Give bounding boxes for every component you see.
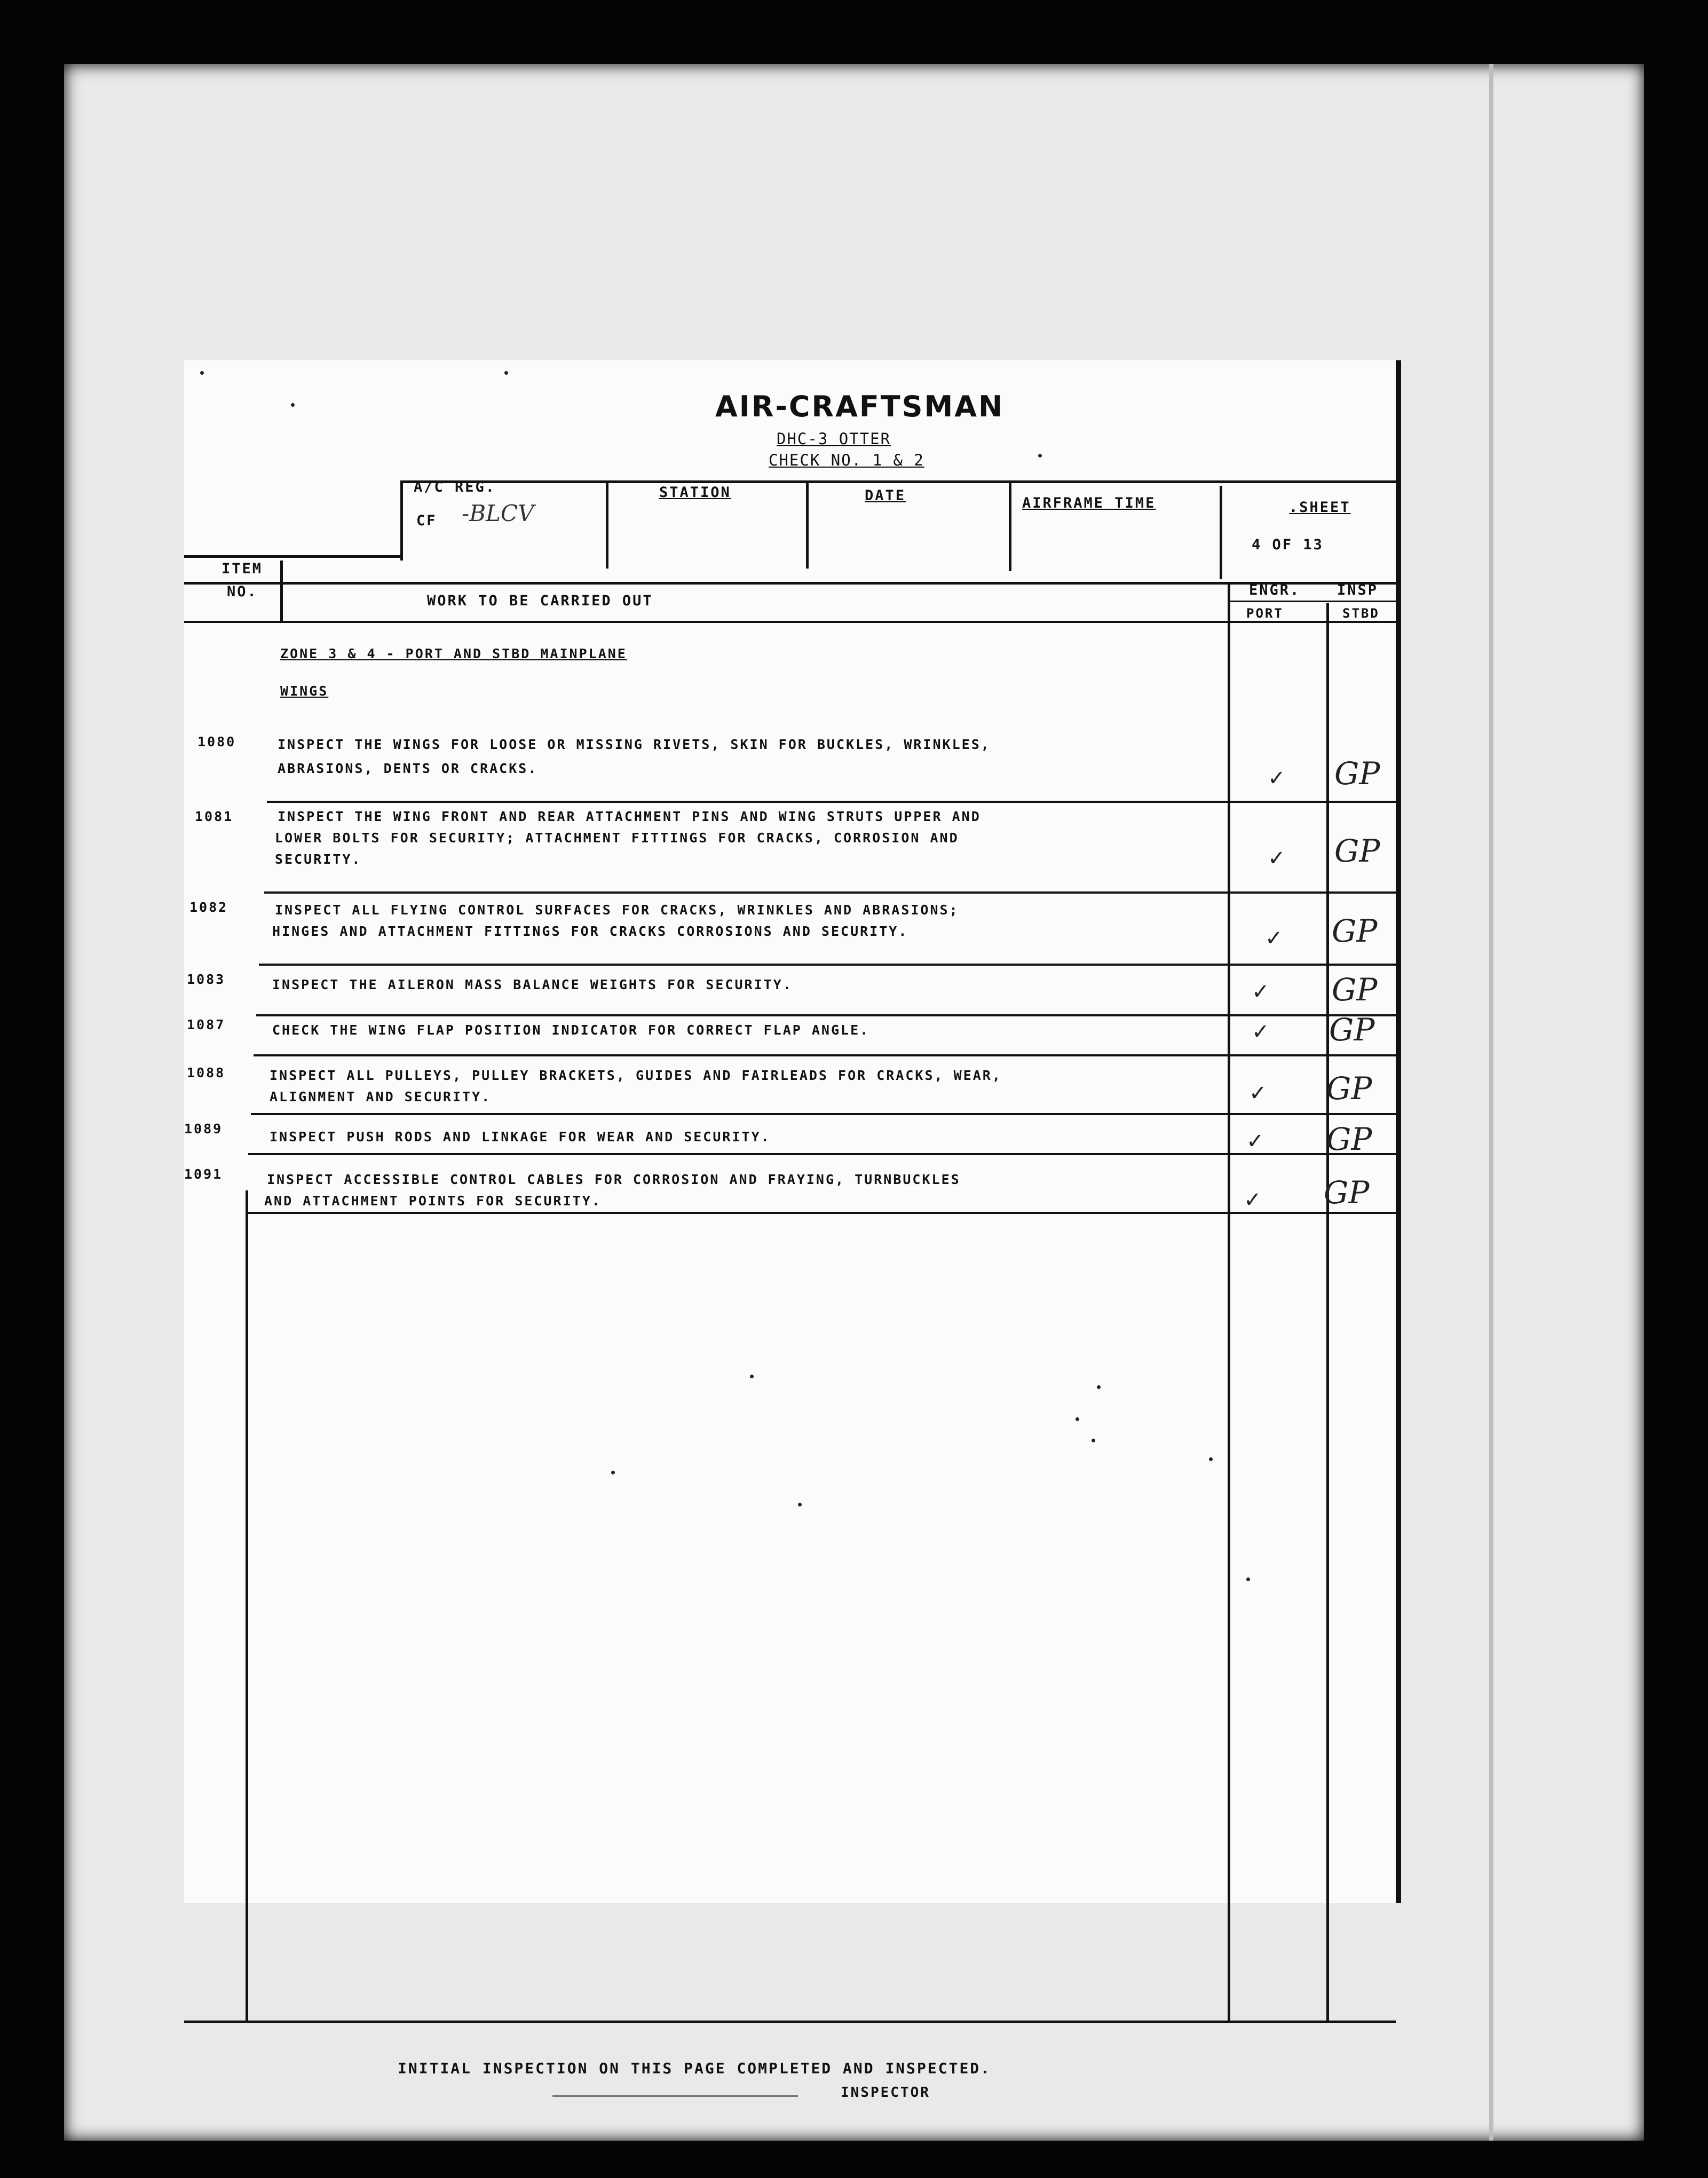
sheet-label: .SHEET [1289, 499, 1351, 516]
page-fold-line [1489, 64, 1493, 2141]
port-label: PORT [1246, 606, 1284, 621]
airframe-time-label: AIRFRAME TIME [1022, 495, 1156, 511]
insp-label: INSP [1337, 582, 1379, 598]
item-number-1088: 1088 [187, 1065, 226, 1080]
reg-handwritten: -BLCV [462, 500, 534, 526]
work-line: HINGES AND ATTACHMENT FITTINGS FOR CRACKS CORROSIONS AND SECURITY. [272, 924, 908, 939]
item-number-1087: 1087 [187, 1017, 226, 1032]
stbd-inspector-initials: GP [1332, 972, 1378, 1008]
work-line: INSPECT ALL PULLEYS, PULLEY BRACKETS, GUIDES AND FAIRLEADS FOR CRACKS, WEAR, [270, 1068, 1002, 1083]
work-line: INSPECT ALL FLYING CONTROL SURFACES FOR CRACKS, WRINKLES AND ABRASIONS; [275, 902, 959, 918]
port-check-mark: ✓ [1244, 1188, 1262, 1212]
work-line: INSPECT ACCESSIBLE CONTROL CABLES FOR CORROSION AND FRAYING, TURNBUCKLES [267, 1172, 961, 1187]
completion-statement: INITIAL INSPECTION ON THIS PAGE COMPLETED AND INSPECTED. [398, 2059, 992, 2077]
work-line: INSPECT THE WING FRONT AND REAR ATTACHMENT PINS AND WING STRUTS UPPER AND [278, 809, 981, 824]
stbd-inspector-initials: GP [1324, 1174, 1370, 1211]
check-number: CHECK NO. 1 & 2 [769, 451, 924, 469]
aircraft-type: DHC-3 OTTER [777, 430, 891, 448]
work-line: INSPECT THE WINGS FOR LOOSE OR MISSING RIVETS, SKIN FOR BUCKLES, WRINKLES, [278, 737, 991, 752]
section-heading: WINGS [280, 683, 329, 699]
port-check-mark: ✓ [1265, 926, 1283, 951]
item-number-1091: 1091 [184, 1166, 223, 1182]
stbd-inspector-initials: GP [1334, 833, 1380, 869]
item-label-2: NO. [227, 583, 258, 600]
work-line: ABRASIONS, DENTS OR CRACKS. [278, 761, 538, 776]
port-check-mark: ✓ [1252, 980, 1270, 1004]
work-line: CHECK THE WING FLAP POSITION INDICATOR FOR CORRECT FLAP ANGLE. [272, 1022, 870, 1038]
stbd-label: STBD [1342, 606, 1380, 621]
item-label-1: ITEM [222, 561, 263, 577]
sheet-number: 4 OF 13 [1252, 536, 1324, 553]
stbd-inspector-initials: GP [1326, 1070, 1372, 1107]
stbd-inspector-initials: GP [1329, 1012, 1375, 1048]
item-number-1082: 1082 [189, 899, 228, 915]
zone-heading: ZONE 3 & 4 - PORT AND STBD MAINPLANE [280, 646, 627, 661]
work-line: INSPECT PUSH RODS AND LINKAGE FOR WEAR AND SECURITY. [270, 1129, 771, 1145]
inspector-signature-line [552, 2095, 798, 2097]
item-number-1089: 1089 [184, 1121, 223, 1137]
work-line: INSPECT THE AILERON MASS BALANCE WEIGHTS FOR SECURITY. [272, 977, 793, 992]
date-label: DATE [865, 487, 906, 504]
stbd-inspector-initials: GP [1332, 913, 1378, 949]
work-line: ALIGNMENT AND SECURITY. [270, 1089, 492, 1104]
item-number-1083: 1083 [187, 972, 226, 987]
work-line: SECURITY. [275, 851, 362, 867]
port-check-mark: ✓ [1246, 1129, 1264, 1154]
table-bottom-rule [184, 2021, 1396, 2023]
port-check-mark: ✓ [1268, 846, 1286, 871]
port-check-mark: ✓ [1268, 766, 1286, 791]
item-number-1080: 1080 [197, 734, 236, 749]
stbd-inspector-initials: GP [1334, 755, 1380, 792]
port-check-mark: ✓ [1249, 1081, 1267, 1106]
work-label: WORK TO BE CARRIED OUT [427, 593, 653, 609]
work-line: AND ATTACHMENT POINTS FOR SECURITY. [264, 1193, 602, 1209]
stbd-inspector-initials: GP [1326, 1121, 1372, 1157]
item-number-1081: 1081 [195, 809, 234, 824]
port-check-mark: ✓ [1252, 1020, 1270, 1044]
engr-label: ENGR. [1249, 582, 1301, 598]
reg-label: A/C REG. [414, 479, 496, 495]
company-title: AIR-CRAFTSMAN [715, 390, 1005, 423]
inspection-sheet [184, 360, 1401, 2101]
reg-value: CF [416, 512, 437, 529]
work-line: LOWER BOLTS FOR SECURITY; ATTACHMENT FITTINGS FOR CRACKS, CORROSION AND [275, 830, 959, 846]
station-label: STATION [659, 484, 731, 501]
inspector-label: INSPECTOR [841, 2085, 930, 2101]
